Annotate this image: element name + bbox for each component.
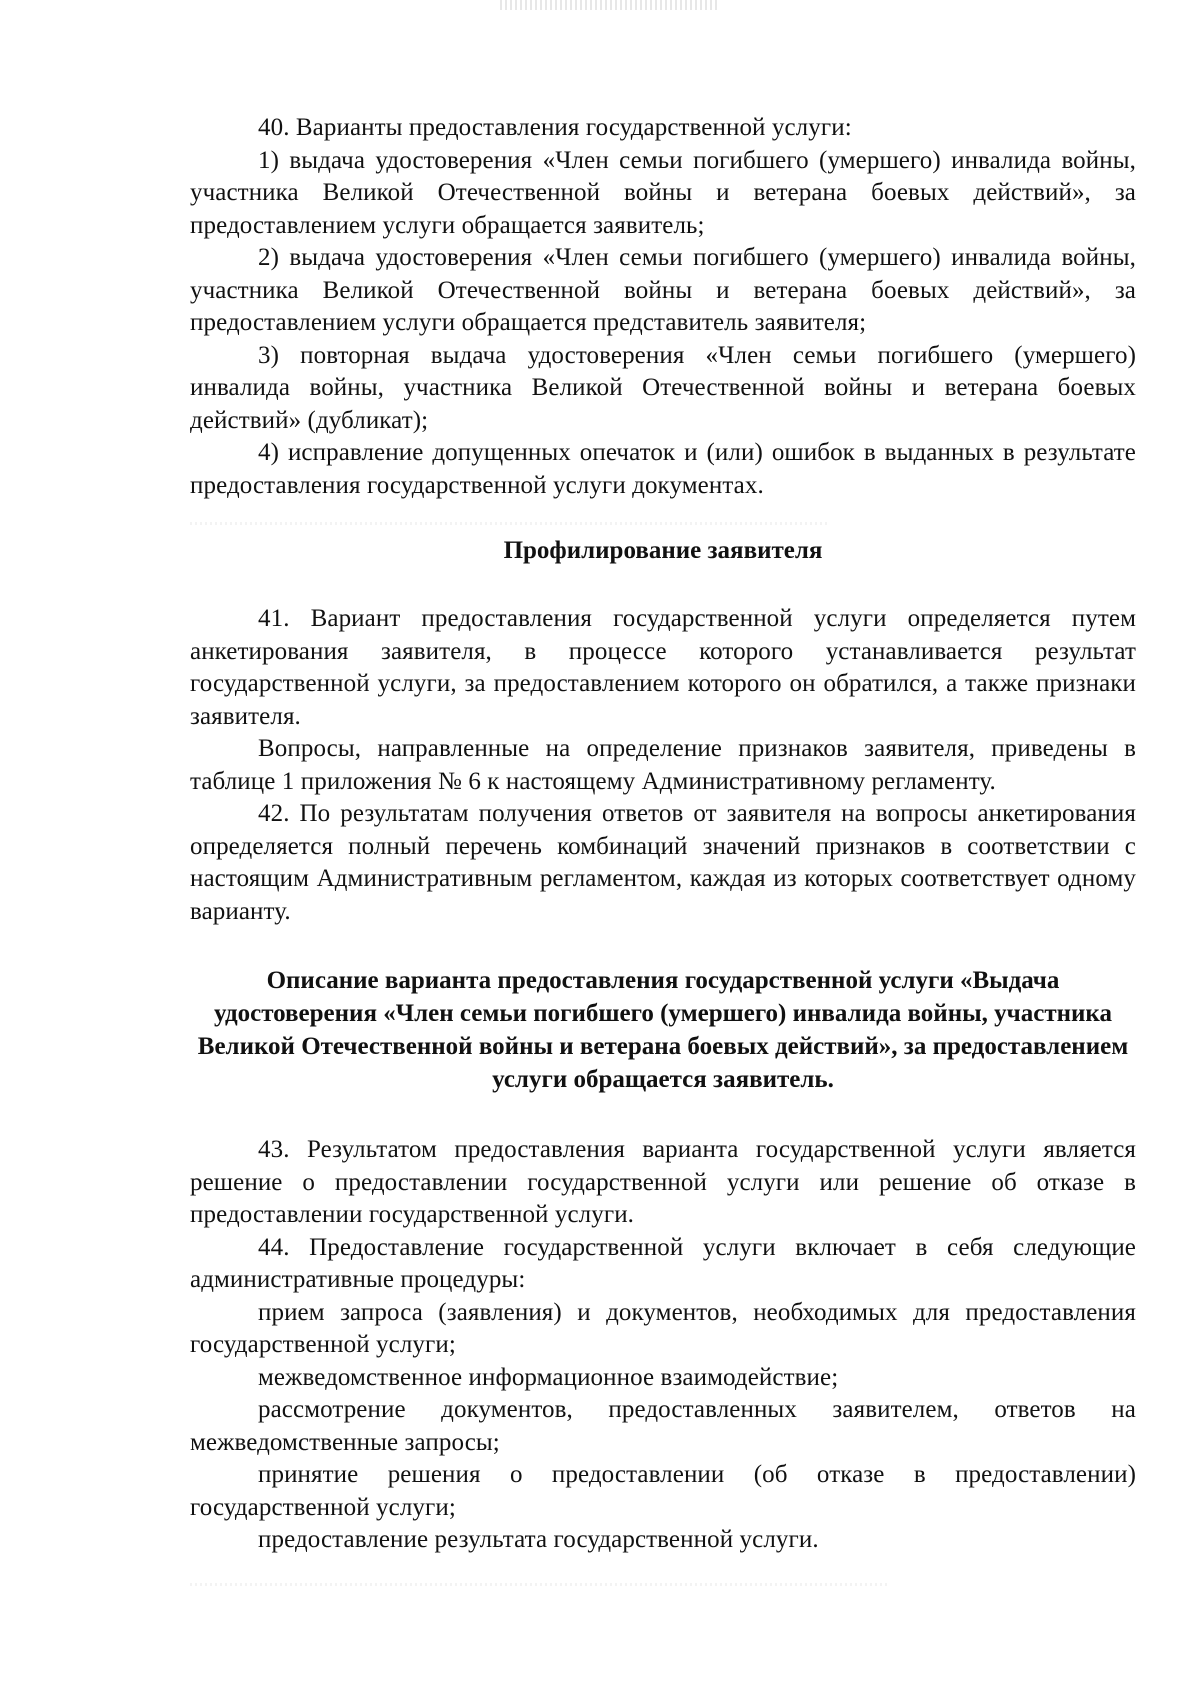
paragraph-40-item-1: 1) выдача удостоверения «Член семьи погибшего (умершего) инвалида войны, участника Великой Отечественной войны и ветерана боевых действий», за предоставлением услуги обращается заявитель; — [190, 146, 1136, 239]
paragraph-41-questions: Вопросы, направленные на определение признаков заявителя, приведены в таблице 1 приложения № 6 к настоящему Административному регламенту. — [190, 735, 1136, 795]
procedure-item: прием запроса (заявления) и документов, необходимых для предоставления государственной услуги; — [190, 1298, 1136, 1358]
scan-artifact-top — [500, 0, 720, 10]
procedure-item: принятие решения о предоставлении (об отказе в предоставлении) государственной услуги; — [190, 1461, 1136, 1521]
heading-profiling: Профилирование заявителя — [503, 537, 823, 564]
heading-variant-description: Описание варианта предоставления государственной услуги «Выдача удостоверения «Член семьи погибшего (умершего) инвалида войны, участника Великой Отечественной войны и ветерана боевых действий», за предоставлением услуги обращается заявитель. — [197, 967, 1129, 1093]
paragraph-40-item-3: 3) повторная выдача удостоверения «Член семьи погибшего (умершего) инвалида войны, участника Великой Отечественной войны и ветерана боевых действий» (дубликат); — [190, 341, 1136, 434]
scan-artifact-bottom — [190, 1583, 890, 1586]
paragraph-40-item-4: 4) исправление допущенных опечаток и (или) ошибок в выданных в результате предоставления государственной услуги документах. — [190, 439, 1136, 499]
paragraph-44-intro: 44. Предоставление государственной услуги включает в себя следующие административные процедуры: — [190, 1233, 1136, 1293]
paragraph-43: 43. Результатом предоставления варианта государственной услуги является решение о предоставлении государственной услуги или решение об отказе в предоставлении государственной услуги. — [190, 1136, 1136, 1228]
paragraph-40-item-2: 2) выдача удостоверения «Член семьи погибшего (умершего) инвалида войны, участника Великой Отечественной войны и ветерана боевых действий», за предоставлением услуги обращается представитель заявителя; — [190, 244, 1136, 336]
paragraph-42: 42. По результатам получения ответов от заявителя на вопросы анкетирования определяется полный перечень комбинаций значений признаков в соответствии с настоящим Административным регламентом, каждая из которых соответствует одному варианту. — [190, 800, 1136, 925]
procedure-item: рассмотрение документов, предоставленных заявителем, ответов на межведомственные запросы; — [190, 1396, 1136, 1456]
procedure-item: межведомственное информационное взаимодействие; — [258, 1363, 839, 1391]
paragraph-40-intro: 40. Варианты предоставления государственной услуги: — [258, 114, 852, 141]
document-page — [190, 112, 1136, 1557]
paragraph-41: 41. Вариант предоставления государственной услуги определяется путем анкетирования заявителя, в процессе которого устанавливается результат государственной услуги, за предоставлением которого он обратился, а также признаки заявителя. — [190, 605, 1136, 730]
procedure-item: предоставление результата государственной услуги. — [258, 1526, 819, 1553]
